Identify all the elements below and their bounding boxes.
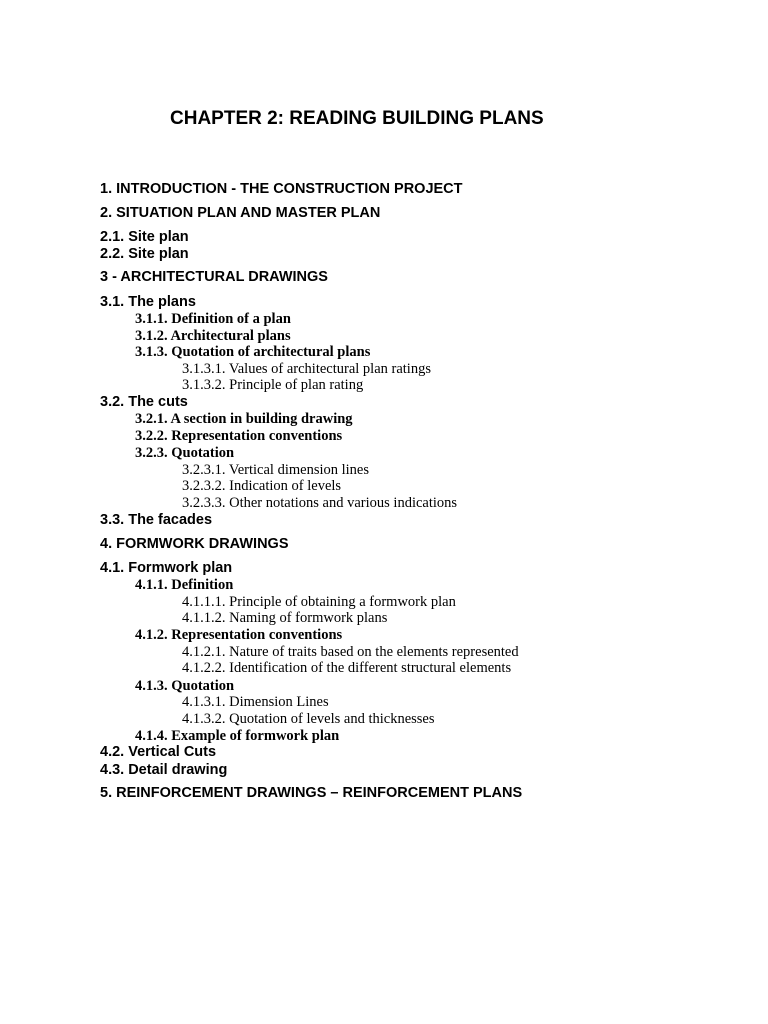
toc-entry-sub: 3.1.1. Definition of a plan xyxy=(135,311,291,327)
toc-entry-chapter: 1. INTRODUCTION - THE CONSTRUCTION PROJECT xyxy=(100,181,463,197)
toc-entry-sub: 4.1.2. Representation conventions xyxy=(135,627,343,643)
toc-entry-sub: 3.2.1. A section in building drawing xyxy=(135,411,353,427)
toc-entry-subsub: 3.2.3.3. Other notations and various indications xyxy=(182,495,458,511)
toc-entry-chapter: 2. SITUATION PLAN AND MASTER PLAN xyxy=(100,205,381,221)
toc-entry-section: 3.3. The facades xyxy=(100,512,213,528)
toc-entry-section: 2.1. Site plan xyxy=(100,229,189,245)
toc-entry-chapter: 4. FORMWORK DRAWINGS xyxy=(100,536,289,552)
toc-entry-section: 3.1. The plans xyxy=(100,294,196,310)
toc-entry-subsub: 4.1.1.1. Principle of obtaining a formwork plan xyxy=(182,594,456,610)
toc-entry-subsub: 4.1.2.2. Identification of the different structural elements xyxy=(182,660,512,676)
toc-entry-subsub: 4.1.3.2. Quotation of levels and thicknesses xyxy=(182,711,435,727)
toc-entry-sub: 4.1.3. Quotation xyxy=(135,678,235,694)
toc-entry-subsub: 3.2.3.2. Indication of levels xyxy=(182,478,342,494)
toc-entry-sub: 3.1.3. Quotation of architectural plans xyxy=(135,344,371,360)
toc-entry-sub: 3.2.2. Representation conventions xyxy=(135,428,343,444)
toc-entry-subsub: 4.1.1.2. Naming of formwork plans xyxy=(182,610,388,626)
toc-entry-section: 2.2. Site plan xyxy=(100,246,189,262)
toc-entry-section: 3.2. The cuts xyxy=(100,394,188,410)
toc-entry-subsub: 3.2.3.1. Vertical dimension lines xyxy=(182,462,369,478)
toc-entry-sub: 3.2.3. Quotation xyxy=(135,445,235,461)
toc-entry-subsub: 4.1.3.1. Dimension Lines xyxy=(182,694,329,710)
toc-entry-subsub: 3.1.3.1. Values of architectural plan ratings xyxy=(182,361,431,377)
toc-entry-sub: 3.1.2. Architectural plans xyxy=(135,328,291,344)
chapter-title: CHAPTER 2: READING BUILDING PLANS xyxy=(170,108,544,129)
toc-entry-chapter: 5. REINFORCEMENT DRAWINGS – REINFORCEMENT PLANS xyxy=(100,785,523,801)
toc-entry-subsub: 3.1.3.2. Principle of plan rating xyxy=(182,377,364,393)
toc-entry-sub: 4.1.1. Definition xyxy=(135,577,234,593)
toc-entry-section: 4.2. Vertical Cuts xyxy=(100,744,217,760)
toc-entry-sub: 4.1.4. Example of formwork plan xyxy=(135,728,340,744)
toc-entry-subsub: 4.1.2.1. Nature of traits based on the elements represented xyxy=(182,644,519,660)
toc-entry-section: 4.1. Formwork plan xyxy=(100,560,233,576)
toc-entry-chapter: 3 - ARCHITECTURAL DRAWINGS xyxy=(100,269,328,285)
toc-entry-section: 4.3. Detail drawing xyxy=(100,762,228,778)
